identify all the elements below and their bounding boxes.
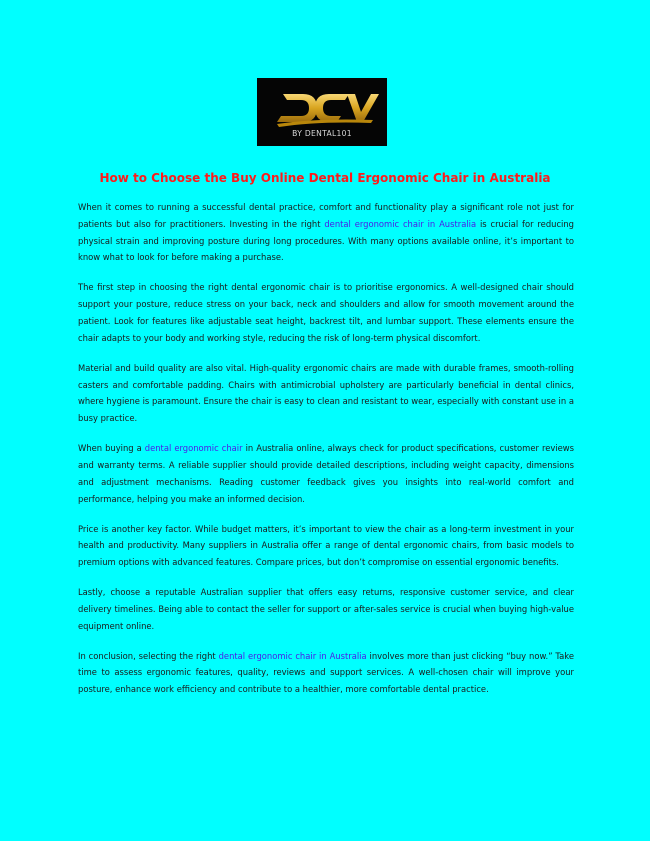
paragraph-ergonomics: The first step in choosing the right dental ergonomic chair is to prioritise ergonomics. A well-designed chair should support your posture, reduce stress on your back, neck and shoulders and allow for smooth movement around the patient. Look for features like adjustable seat height, backrest tilt, and lumbar support. These elements ensure the chair adapts to your body and working style, reducing the risk of long-term physical discomfort. (78, 282, 574, 343)
paragraph-buying (78, 440, 574, 507)
dental-ergonomic-chair-link[interactable]: dental ergonomic chair (144, 443, 243, 454)
dental-chair-australia-link[interactable]: dental ergonomic chair in Australia (324, 218, 477, 229)
paragraph-text: When buying a (78, 443, 145, 454)
page-title: How to Choose the Buy Online Dental Ergonomic Chair in Australia (99, 171, 551, 185)
paragraph-text: When it comes to running a successful dental practice, comfort and functionality play a significant role not just for patients but also for practitioners. Investing in the right (78, 202, 574, 229)
paragraph-material: Material and build quality are also vital. High-quality ergonomic chairs are made with durable frames, smooth-rolling casters and comfortable padding. Chairs with antimicrobial upholstery are particularly beneficial in dental clinics, where hygiene is paramount. Ensure the chair is easy to clean and resistant to wear, especially with constant use in a busy practice. (78, 362, 574, 424)
paragraph-text: in Australia online, always check for product specifications, customer reviews and warranty terms. A reliable supplier should provide detailed descriptions, including weight capacity, dimensions and adjustment mechanisms. Reading customer feedback gives you insights into real-world comfort and performance, helping you make an informed decision. (78, 443, 575, 504)
logo (257, 78, 387, 146)
article-body (78, 199, 574, 698)
logo-caption: BY DENTAL101 (292, 129, 352, 138)
paragraph-text: In conclusion, selecting the right (78, 650, 219, 661)
paragraph-price: Price is another key factor. While budget matters, it’s important to view the chair as a long-term investment in your health and productivity. Many suppliers in Australia offer a range of dental ergonomic chairs, from basic models to premium options with advanced features. Compare prices, but don’t compromise on essential ergonomic benefits. (78, 523, 574, 568)
paragraph-conclusion (78, 648, 574, 698)
paragraph-supplier: Lastly, choose a reputable Australian supplier that offers easy returns, responsive customer service, and clear delivery timelines. Being able to contact the seller for support or after-sales service is crucial when buying high-value equipment online. (78, 587, 574, 631)
paragraph-text: is crucial for reducing physical strain and improving posture during long procedures. With many options available online, it’s important to know what to look for before making a purchase. (78, 218, 575, 263)
dental-chair-australia-link-2[interactable]: dental ergonomic chair in Australia (218, 650, 367, 661)
paragraph-intro (78, 199, 574, 266)
paragraph-text: involves more than just clicking “buy now.” Take time to assess ergonomic features, quality, reviews and support services. A well-chosen chair will improve your posture, enhance work efficiency and contribute to a healthier, more comfortable dental practice. (78, 650, 574, 695)
